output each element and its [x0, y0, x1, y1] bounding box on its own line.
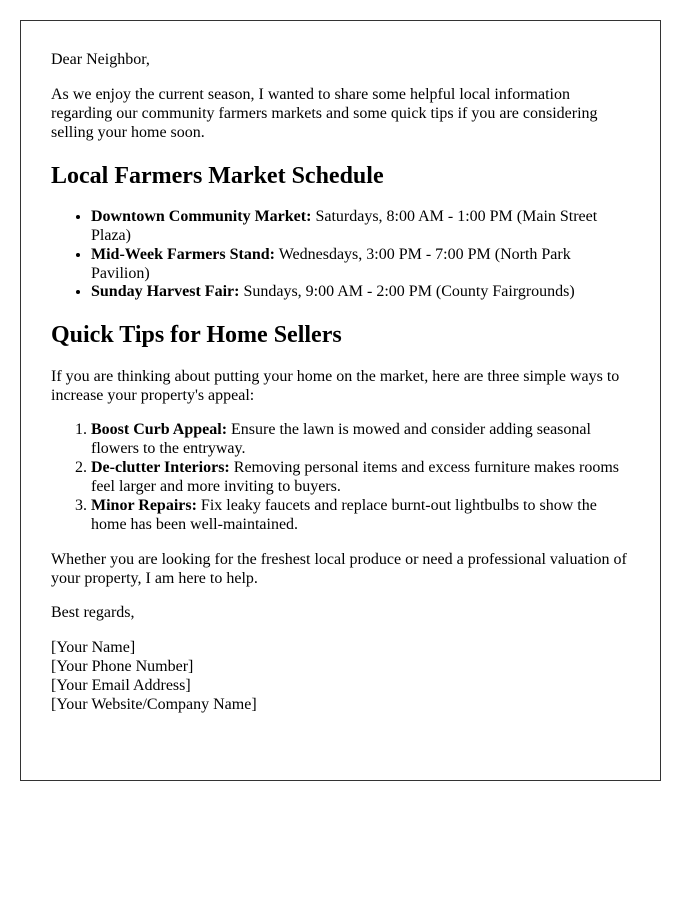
- intro-paragraph: As we enjoy the current season, I wanted to share some helpful local information regarding our community farmers markets and some quick tips if you are considering selling your home soon.: [51, 85, 598, 141]
- greeting: Dear Neighbor,: [51, 51, 150, 68]
- signature-phone-placeholder: [Your Phone Number]: [51, 658, 194, 676]
- letter-page: [20, 20, 661, 781]
- tip-item-detail: Fix leaky faucets and replace burnt-out lightbulbs to show the home has been well-maintained.: [91, 496, 597, 533]
- market-list-item: [91, 246, 630, 284]
- closing-paragraph: Whether you are looking for the freshest local produce or need a professional valuation of your property, I am here to help.: [51, 550, 627, 587]
- tip-item-label: De-clutter Interiors:: [91, 459, 230, 477]
- signature-name-placeholder: [Your Name]: [51, 639, 136, 657]
- signature-email-placeholder: [Your Email Address]: [51, 677, 191, 695]
- signature-website-placeholder: [Your Website/Company Name]: [51, 695, 257, 713]
- market-item-label: Downtown Community Market:: [91, 207, 312, 225]
- tip-item-label: Minor Repairs:: [91, 496, 197, 514]
- market-item-detail: Saturdays, 8:00 AM - 1:00 PM (Main Street Plaza): [91, 207, 598, 244]
- market-item-label: Mid-Week Farmers Stand:: [91, 245, 275, 263]
- section-heading-market-schedule: Local Farmers Market Schedule: [51, 162, 384, 189]
- tips-intro-paragraph: If you are thinking about putting your home on the market, here are three simple ways to increase your property's appeal:: [51, 367, 620, 404]
- tip-item-detail: Removing personal items and excess furniture makes rooms feel larger and more inviting to buyers.: [91, 459, 620, 496]
- sign-off: Best regards,: [51, 604, 135, 622]
- signature-block: [51, 639, 630, 715]
- market-schedule-list: [51, 208, 630, 302]
- market-item-detail: Wednesdays, 3:00 PM - 7:00 PM (North Park Pavilion): [91, 245, 571, 282]
- market-list-item: [91, 283, 630, 302]
- market-list-item: [91, 208, 630, 246]
- market-item-label: Sunday Harvest Fair:: [91, 283, 240, 301]
- market-item-detail: Sundays, 9:00 AM - 2:00 PM (County Fairgrounds): [239, 283, 575, 301]
- tip-item-detail: Ensure the lawn is mowed and consider adding seasonal flowers to the entryway.: [91, 421, 591, 458]
- tip-list-item: [91, 497, 630, 535]
- section-heading-home-seller-tips: Quick Tips for Home Sellers: [51, 322, 342, 349]
- tip-list-item: [91, 459, 630, 497]
- tip-list-item: [91, 421, 630, 459]
- tip-item-label: Boost Curb Appeal:: [91, 421, 228, 439]
- home-seller-tips-list: [51, 421, 630, 534]
